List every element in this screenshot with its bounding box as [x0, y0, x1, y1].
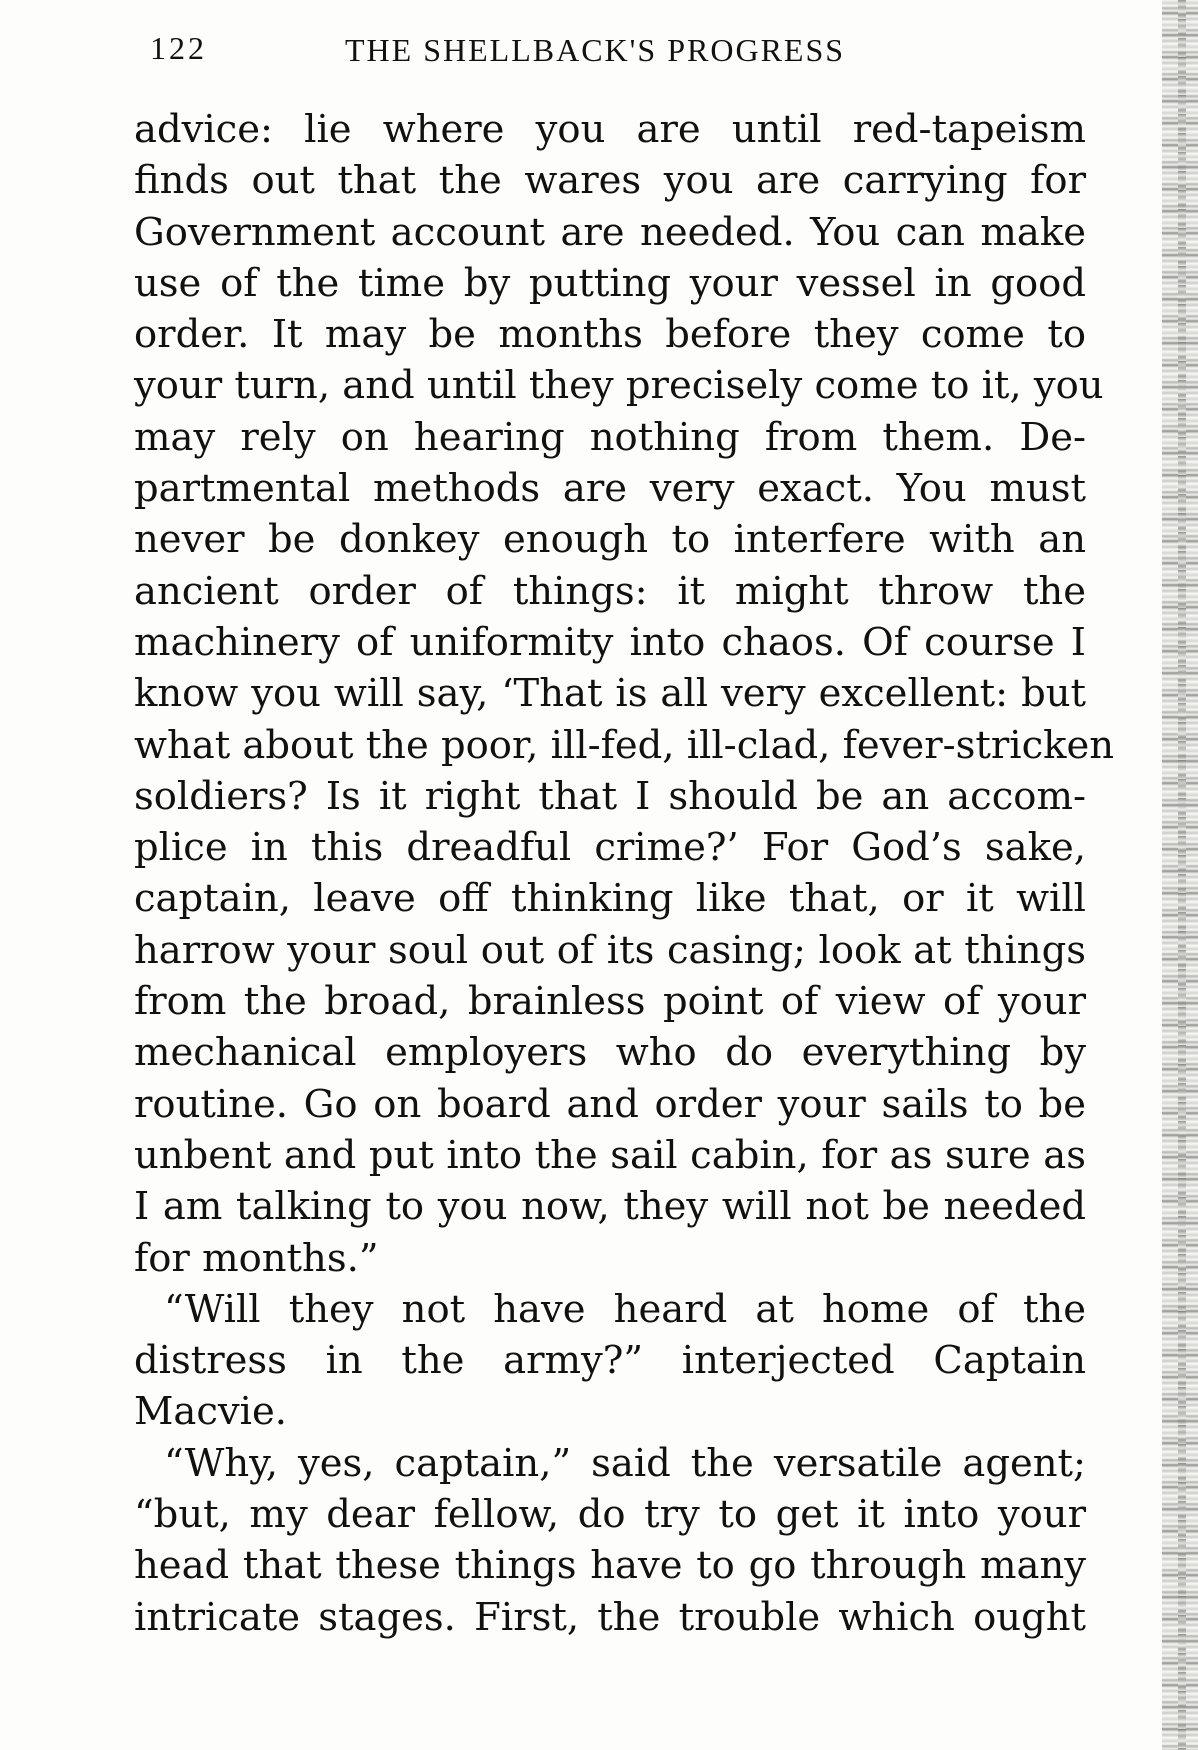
text-line: ancient order of things: it might throw the	[134, 568, 1086, 614]
text-line: head that these things have to go through many	[134, 1543, 1086, 1589]
text-line: Macvie.	[134, 1389, 288, 1435]
text-line: “but, my dear fellow, do try to get it into your	[134, 1492, 1086, 1538]
text-line: advice: lie where you are until red-tapeism	[134, 107, 1086, 152]
text-line: captain, leave off thinking like that, or it will	[134, 876, 1086, 922]
text-line: know you will say, ‘That is all very excellent: but	[134, 671, 1086, 717]
body-text	[134, 104, 1115, 1643]
text-line: machinery of uniformity into chaos. Of course I	[134, 619, 1086, 665]
text-line: harrow your soul out of its casing; look at things	[134, 927, 1086, 973]
text-line: “Will they not have heard at home of the	[164, 1286, 1086, 1332]
page-edge-texture	[1178, 0, 1186, 1750]
page-header	[150, 30, 1090, 80]
text-line: from the broad, brainless point of view of your	[134, 979, 1086, 1025]
text-line: use of the time by putting your vessel in good	[134, 260, 1086, 306]
page-edge-shadow	[1162, 0, 1198, 1750]
text-line: I am talking to you now, they will not be needed	[134, 1184, 1086, 1230]
running-title: THE SHELLBACK'S PROGRESS	[345, 32, 846, 68]
text-line: “Why, yes, captain,” said the versatile agent;	[164, 1440, 1086, 1486]
text-line: what about the poor, ill-fed, ill-clad, fever-stricken	[134, 722, 1115, 768]
text-line: distress in the army?” interjected Captain	[134, 1338, 1086, 1384]
text-line: unbent and put into the sail cabin, for as sure as	[134, 1132, 1086, 1178]
text-line: finds out that the wares you are carrying for	[134, 158, 1086, 204]
text-line: order. It may be months before they come to	[134, 312, 1086, 358]
text-line: mechanical employers who do everything by	[134, 1030, 1086, 1076]
text-line: partmental methods are very exact. You must	[134, 466, 1086, 512]
text-line: plice in this dreadful crime?’ For God’s sake,	[134, 825, 1086, 871]
text-line: never be donkey enough to interfere with an	[134, 517, 1086, 563]
text-line: Government account are needed. You can make	[134, 209, 1086, 255]
text-line: for months.”	[134, 1235, 379, 1281]
text-line: routine. Go on board and order your sails to be	[134, 1081, 1086, 1127]
text-line: your turn, and until they precisely come to it, you	[134, 363, 1104, 409]
text-line: may rely on hearing nothing from them. De-	[134, 414, 1086, 460]
text-line: soldiers? Is it right that I should be an accom-	[134, 773, 1086, 819]
page-number: 122	[150, 30, 207, 66]
text-line: intricate stages. First, the trouble which ought	[134, 1594, 1086, 1640]
